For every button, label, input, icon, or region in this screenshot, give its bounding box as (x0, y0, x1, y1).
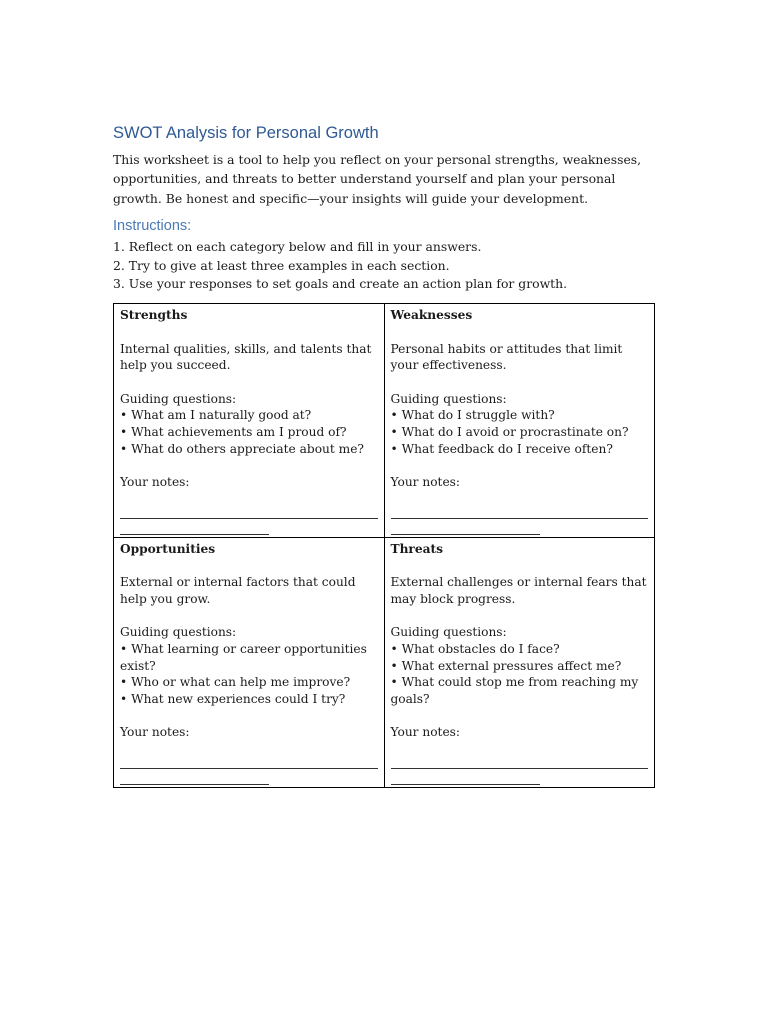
section-description: Personal habits or attitudes that limit your effectiveness. (390, 341, 623, 373)
notes-line[interactable] (391, 758, 649, 769)
notes-line[interactable] (391, 769, 540, 785)
guiding-question: • What new experiences could I try? (120, 691, 346, 706)
notes-label: Your notes: (120, 725, 190, 740)
notes-line[interactable] (120, 508, 378, 519)
worksheet-page (113, 124, 658, 788)
guiding-question: • What obstacles do I face? (390, 641, 560, 656)
instruction-item: 3. Use your responses to set goals and create an action plan for growth. (113, 276, 568, 292)
page-title: SWOT Analysis for Personal Growth (113, 124, 379, 142)
instructions-heading: Instructions: (113, 217, 192, 234)
section-description: External or internal factors that could help you grow. (120, 575, 356, 606)
notes-line[interactable] (120, 758, 378, 769)
swot-cell-strengths (114, 304, 385, 537)
guiding-question: • What do others appreciate about me? (120, 441, 364, 456)
guiding-questions-label: Guiding questions: (120, 391, 237, 406)
section-title: Strengths (120, 308, 188, 323)
notes-line[interactable] (120, 769, 269, 785)
section-title: Opportunities (120, 541, 216, 556)
section-description: External challenges or internal fears that may block progress. (390, 575, 647, 606)
guiding-question: • What do I avoid or procrastinate on? (390, 425, 629, 440)
notes-line[interactable] (391, 508, 649, 519)
guiding-question: • What learning or career opportunities exist? (120, 641, 367, 673)
swot-cell-threats (384, 537, 655, 787)
guiding-question: • What achievements am I proud of? (120, 425, 347, 440)
swot-cell-weaknesses (384, 304, 655, 537)
guiding-question: • What am I naturally good at? (120, 408, 312, 423)
notes-line[interactable] (391, 519, 540, 535)
guiding-question: • What do I struggle with? (390, 408, 555, 423)
section-description: Internal qualities, skills, and talents that help you succeed. (120, 341, 372, 373)
notes-label: Your notes: (120, 475, 190, 490)
notes-line[interactable] (120, 519, 269, 535)
intro-paragraph: This worksheet is a tool to help you reflect on your personal strengths, weaknesses, opportunities, and threats to better understand yourself and plan your personal growth. Be honest and specific—your insights will guide your development. (113, 152, 642, 206)
section-title: Threats (390, 541, 443, 556)
section-title: Weaknesses (390, 308, 473, 323)
instruction-item: 2. Try to give at least three examples in each section. (113, 257, 450, 273)
guiding-question: • Who or what can help me improve? (120, 675, 351, 690)
swot-table (113, 303, 655, 787)
notes-label: Your notes: (390, 725, 461, 740)
instructions-list (113, 238, 658, 294)
swot-cell-opportunities (114, 537, 385, 787)
instruction-item: 1. Reflect on each category below and fill in your answers. (113, 238, 482, 254)
notes-label: Your notes: (390, 475, 461, 490)
guiding-questions-label: Guiding questions: (120, 625, 237, 640)
guiding-question: • What could stop me from reaching my goals? (390, 675, 639, 706)
guiding-question: • What feedback do I receive often? (390, 441, 613, 456)
guiding-questions-label: Guiding questions: (390, 391, 507, 406)
guiding-questions-label: Guiding questions: (390, 625, 507, 640)
guiding-question: • What external pressures affect me? (390, 658, 622, 673)
